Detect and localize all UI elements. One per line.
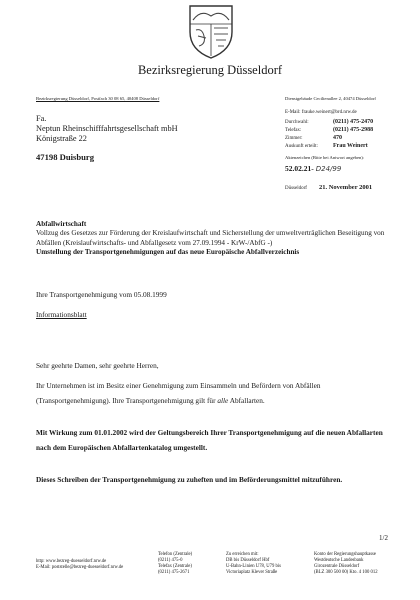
fax-value: (0211) 475-2988 [333, 127, 374, 133]
reference-value: 52.02.21- [285, 164, 314, 173]
info-label: Auskunft erteilt: [285, 144, 318, 149]
info-row [285, 143, 415, 149]
footer-transit-4: Victoriaplatz Klever Straße [226, 570, 278, 576]
subject-block [36, 220, 396, 258]
room-value: 470 [333, 135, 342, 141]
footer-transit [226, 552, 281, 576]
contact-email: E-Mail: frauke.weinert@brd.nrw.de [285, 110, 357, 115]
sender-return-address: Bezirksregierung Düsseldorf, Postfach 30 08 65, 40408 Düsseldorf [36, 96, 160, 101]
subject-heading: Abfallwirtschaft [36, 220, 87, 228]
phone-label: Durchwahl: [285, 120, 309, 125]
fax-label: Telefax: [285, 128, 302, 133]
fax-row [285, 127, 415, 133]
reference-line: Ihre Transportgenehmigung vom 05.08.1999 [36, 290, 167, 299]
footer-web-url: http: www.bezreg-duesseldorf.nrw.de [36, 559, 107, 564]
paragraph-3: Dieses Schreiben der Transportgenehmigung zu zuheften und im Beförderungsmittel mitzuführen. [36, 475, 343, 484]
room-label: Zimmer: [285, 136, 303, 141]
info-sheet-label: Informationsblatt [36, 310, 87, 319]
footer-bank-1: Konto der Regierungshauptkasse [314, 552, 376, 557]
paragraph-1-end: Abfallarten. [228, 396, 265, 405]
date-value: 21. November 2001 [318, 184, 373, 191]
footer-web [36, 559, 123, 571]
paragraph-1 [36, 378, 396, 408]
recipient-company: Neptun Rheinschifffahrtsgesellschaft mbH [36, 124, 178, 133]
footer-tel-value: (0211) 475-0 [158, 558, 183, 564]
footer-phone [158, 552, 192, 576]
reference-handwritten: D24/99 [315, 165, 342, 173]
paragraph-2: Mit Wirkung zum 01.01.2002 wird der Geltungsbereich Ihrer Transportgenehmigung auf die neuen Abfallarten nach dem Europäischen Abfallartenkatalog umgestellt. [36, 428, 383, 452]
recipient-street: Königstraße 22 [36, 134, 87, 143]
phone-row [285, 119, 415, 125]
office-address: Dienstgebäude Cecilienallee 2, 40474 Düsseldorf [285, 96, 376, 101]
footer-transit-2: DB bis Düsseldorf Hbf [226, 558, 270, 564]
subject-text: Vollzug des Gesetzes zur Förderung der Kreislaufwirtschaft und Sicherstellung der umweltverträglichen Beseitigung von Abfällen (Kreislaufwirtschafts- und Abfallgesetz vom 27.09.1994 - KrW-/AbfG -) [36, 229, 385, 247]
authority-name: Bezirksregierung Düsseldorf [137, 63, 283, 77]
footer-email: E-Mail: poststelle@bezreg-duesseldorf.nrw.de [36, 565, 124, 571]
paragraph-1-emphasis: alle [217, 396, 229, 405]
letter-date [285, 184, 372, 191]
footer-bank-4: (BLZ 300 500 00) Kto. 4 100 012 [314, 570, 378, 576]
room-row [285, 135, 415, 141]
paragraph-1-text: Ihr Unternehmen ist im Besitz einer Genehmigung zum Einsammeln und Befördern von Abfällen (Transportgenehmigung). Ihre Transportgenehmigung gilt für [36, 381, 321, 405]
reference-number [285, 164, 341, 173]
footer-fax-value: (0211) 475-2671 [158, 570, 190, 576]
subject-bold-line: Umstellung der Transportgenehmigungen auf das neue Europäische Abfallverzeichnis [36, 248, 300, 257]
coat-of-arms-icon [186, 2, 236, 60]
info-value: Frau Weinert [333, 143, 368, 149]
recipient-city: 47198 Duisburg [36, 152, 95, 162]
footer-transit-1: Zu erreichen mit: [226, 552, 259, 557]
salutation: Sehr geehrte Damen, sehr geehrte Herren, [36, 361, 159, 370]
recipient-line-1: Fa. [36, 114, 47, 123]
page-number: 1/2 [379, 534, 388, 542]
footer-bank-3: Girozentrale Düsseldorf [314, 564, 360, 570]
reference-label: Aktenzeichen (Bitte bei Antwort angeben): [285, 155, 365, 160]
footer-bank-2: Westdeutsche Landesbank [314, 558, 364, 564]
date-label: Düsseldorf [285, 186, 307, 191]
footer-tel-label: Telefon (Zentrale) [158, 552, 193, 557]
footer-fax-label: Telefax (Zentrale) [158, 564, 192, 570]
footer-transit-3: U-Bahn-Linien U78, U79 bis [226, 564, 281, 570]
phone-value: (0211) 475-2470 [333, 119, 374, 125]
footer-bank [314, 552, 378, 576]
